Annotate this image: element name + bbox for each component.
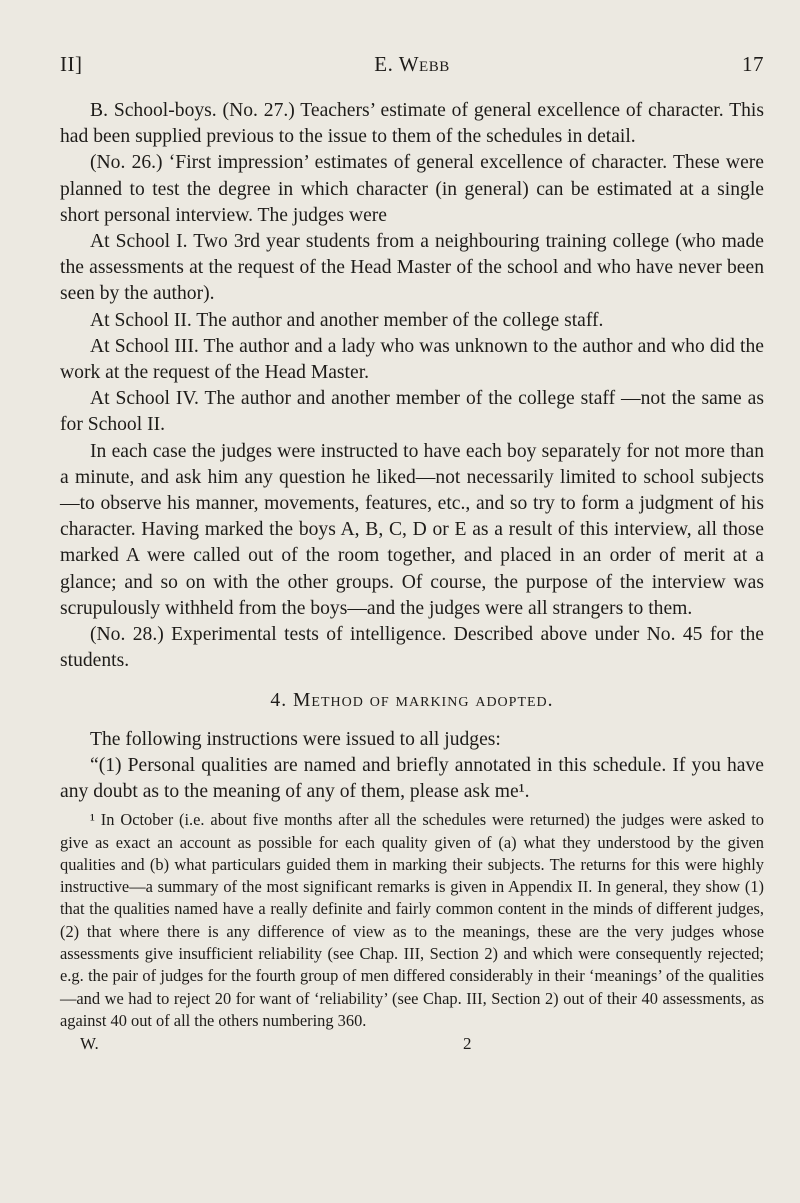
paragraph-intelligence-tests: (No. 28.) Experimental tests of intelligence. Described above under No. 45 for the students. — [60, 624, 764, 672]
footnote — [60, 809, 764, 1032]
running-head: E. Webb — [374, 52, 450, 76]
paragraph-instructions: In each case the judges were instructed to have each boy separately for not more than a minute, and ask him any question he liked—not necessarily limited to school subjects—to observe his manner, movements, features, etc., and so try to form a judgment of his character. Having marked the boys A, B, C, D or E as a result of this interview, all those marked A were called out of the room together, and placed in an order of merit at a glance; and so on with the other groups. Of course, the purpose of the interview was scrupulously withheld from the boys—and the judges were all strangers to them. — [60, 440, 764, 619]
main-text — [60, 98, 764, 805]
paragraph-school-three: At School III. The author and a lady who was unknown to the author and who did the work at the request of the Head Master. — [60, 335, 764, 384]
paragraph-school-one: At School I. Two 3rd year students from a neighbouring training college (who made the assessments at the request of the Head Master of the school and who have never been seen by the author). — [60, 231, 764, 305]
signature-number: 2 — [463, 1034, 472, 1054]
paragraph-personal-qualities: “(1) Personal qualities are named and briefly annotated in this schedule. If you have any doubt as to the meaning of any of them, please ask me¹. — [60, 754, 764, 803]
paragraph-school-boys: B. School-boys. (No. 27.) Teachers’ estimate of general excellence of character. This had been supplied previous to the issue to them of the schedules in detail. — [60, 100, 764, 148]
chapter-marker: II] — [60, 52, 83, 76]
paragraph-following-instructions: The following instructions were issued to all judges: — [90, 728, 501, 750]
paragraph-school-four: At School IV. The author and another member of the college staff —not the same as for School II. — [60, 388, 764, 436]
paragraph-first-impression: (No. 26.) ‘First impression’ estimates of general excellence of character. These were planned to test the degree in which character (in general) can be estimated at a single short personal interview. The judges were — [60, 152, 764, 226]
signature-left: W. — [80, 1034, 99, 1054]
page-number: 17 — [742, 52, 764, 76]
footnote-text: ¹ In October (i.e. about five months after all the schedules were returned) the judges were asked to give as exact an account as possible for each quality given of (a) what they understood by the given qualities and (b) what particulars guided them in marking their subjects. The returns for this were highly instructive—a summary of the most significant remarks is given in Appendix II. In general, they show (1) that the qualities named have a really definite and fairly common content in the minds of different judges, (2) that where there is any difference of view as to the meanings, these are the very judges whose assessments give insufficient reliability (see Chap. III, Section 2) and which were consequently rejected; e.g. the pair of judges for the fourth group of men differed considerably in their ‘meanings’ of the qualities—and we had to reject 20 for want of ‘reliability’ (see Chap. III, Section 2) out of their 40 assessments, as against 40 out of all the others numbering 360. — [60, 810, 764, 1030]
paragraph-school-two: At School II. The author and another member of the college staff. — [90, 309, 604, 331]
signature-line — [60, 1034, 764, 1058]
section-heading: 4. Method of marking adopted. — [270, 690, 554, 712]
page-header — [60, 52, 764, 86]
